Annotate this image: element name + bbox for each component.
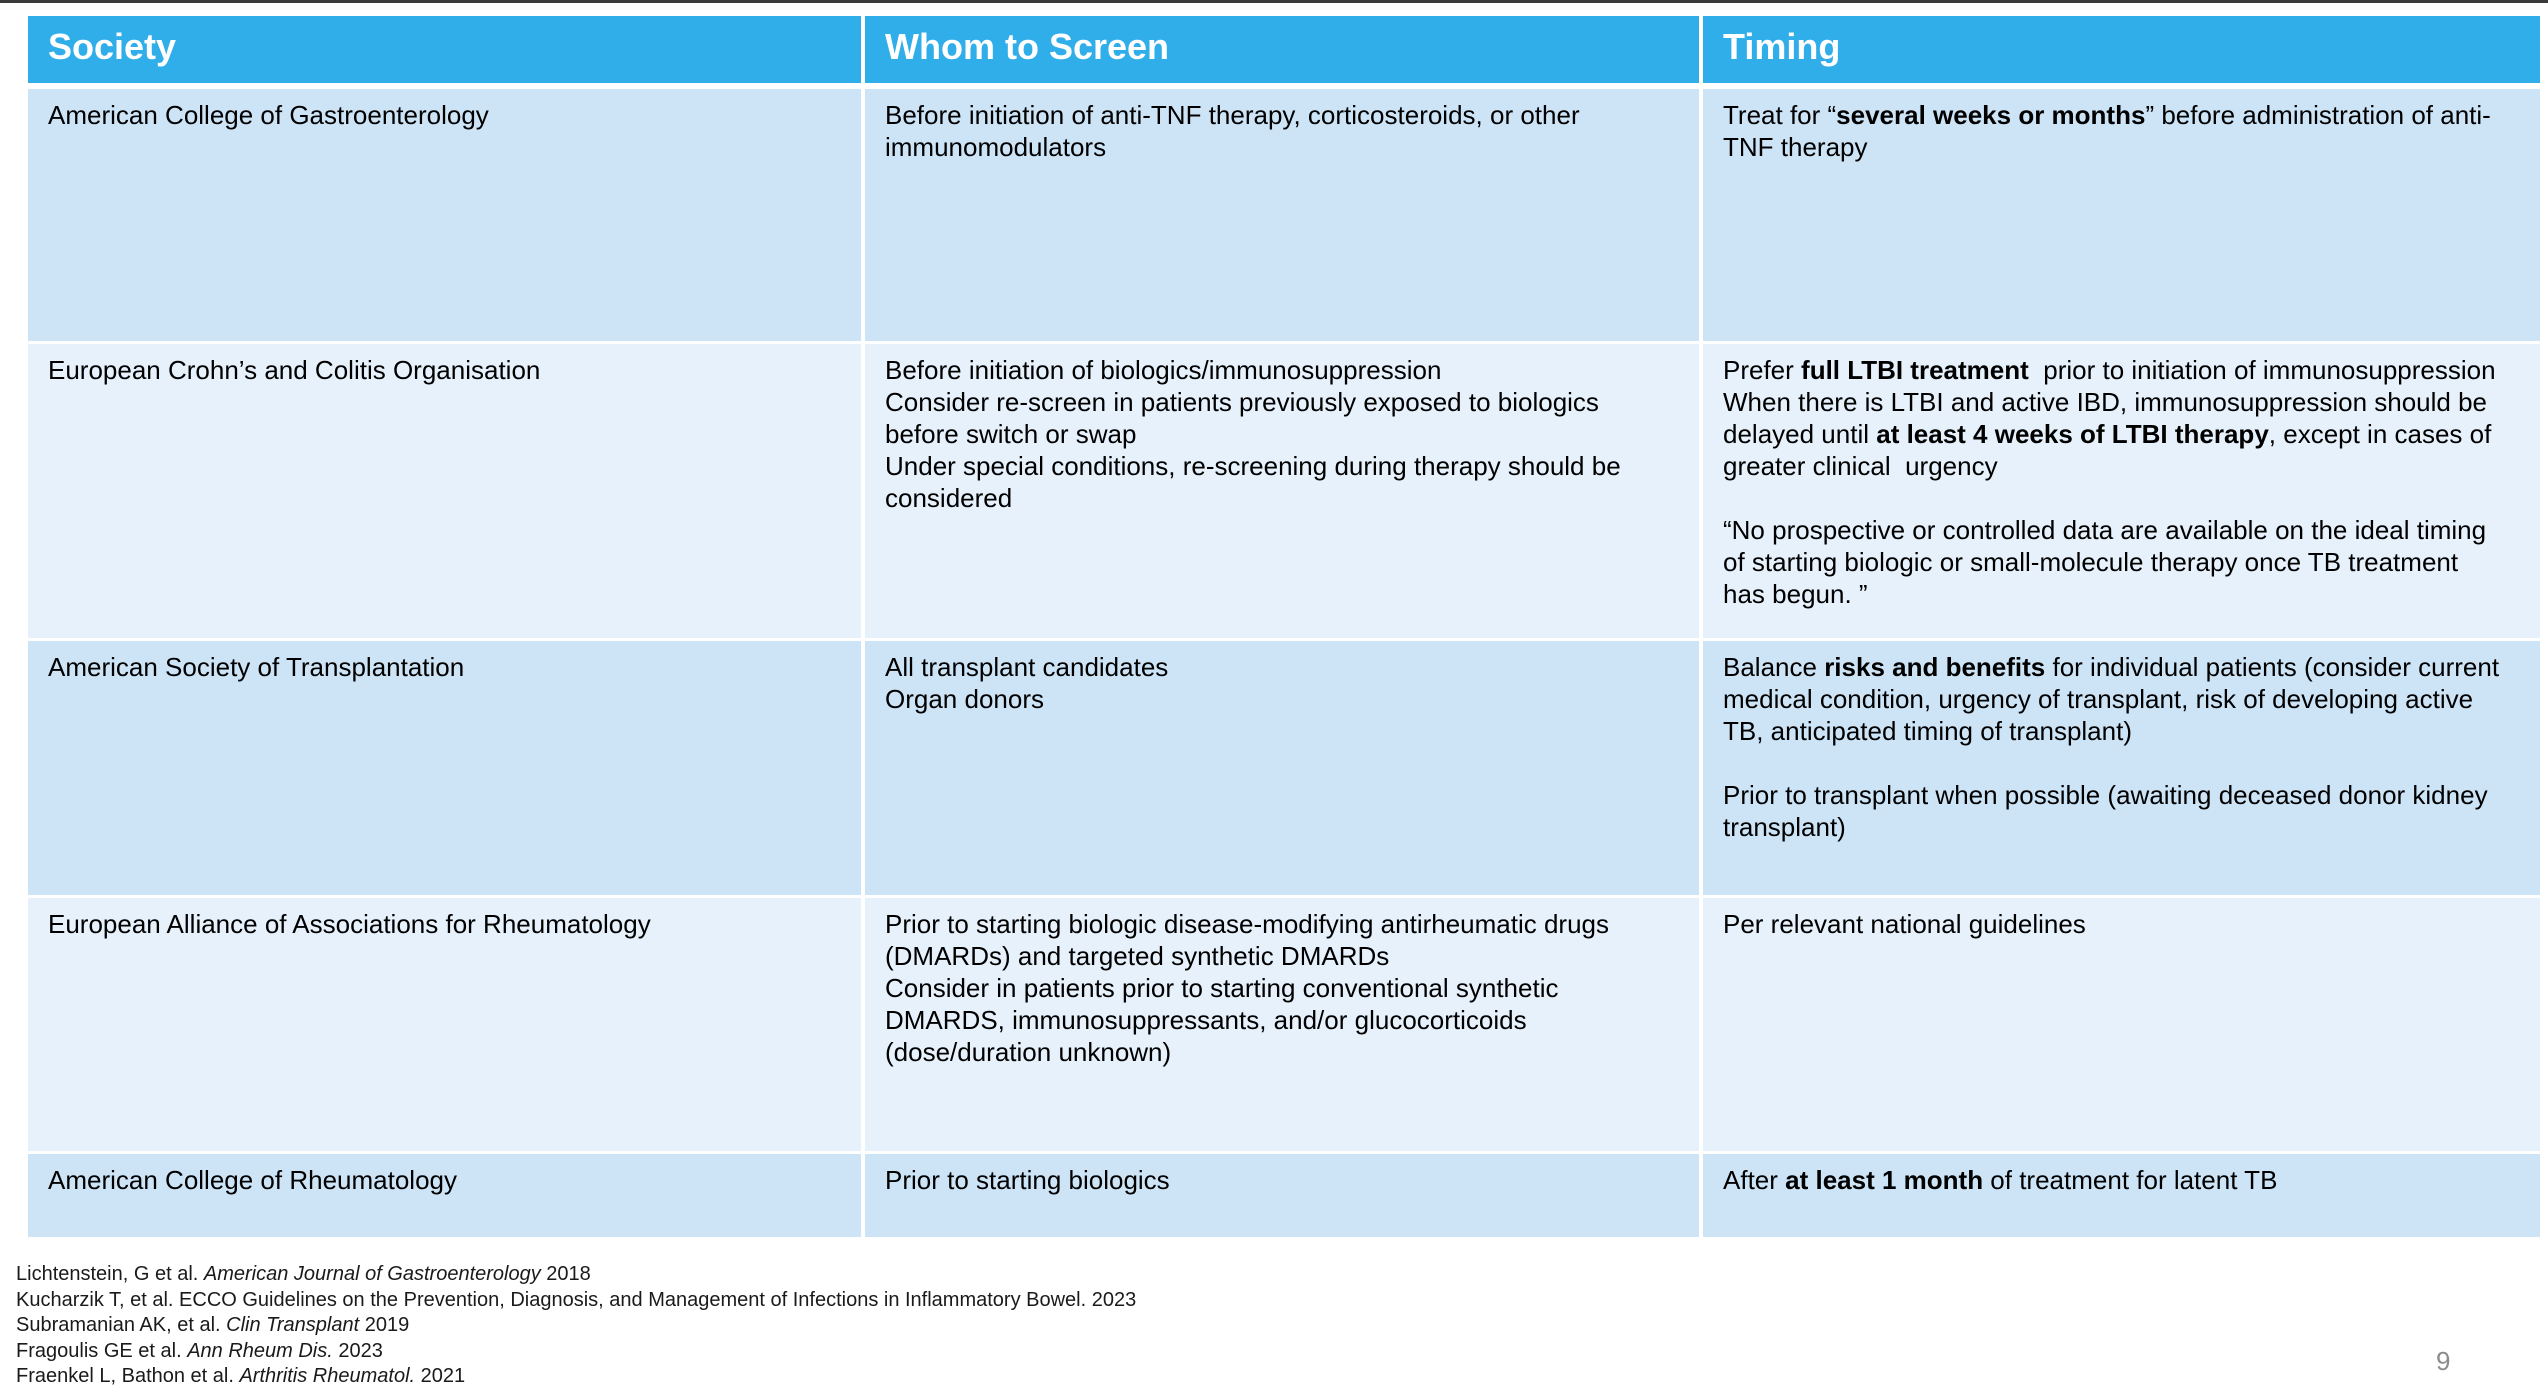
header-timing: Timing [1701,16,2540,86]
paragraph-gap [1723,482,2520,514]
top-rule [0,0,2548,3]
timing-text: Treat for “ [1723,100,1837,130]
reference-journal: American Journal of Gastroenterology [203,1263,541,1285]
timing-cell [1701,342,2540,639]
reference-text: Lichtenstein, G et al. [16,1263,204,1285]
whom-line: Before initiation of biologics/immunosuppression [885,354,1442,385]
whom-line: Under special conditions, re-screening during therapy should be [885,450,1621,481]
reference-item [16,1364,1136,1390]
tb-screening-guidelines-table [28,16,2540,1240]
timing-text: ” before administration of anti- [2145,100,2491,130]
society-cell [28,639,863,896]
timing-emphasis: at least 4 weeks of LTBI therapy [1876,418,2269,449]
timing-text: prior to initiation of immunosuppression [2028,354,2496,385]
timing-cell [1701,86,2540,342]
society-name: American Society of Transplantation [48,651,465,682]
timing-emphasis: risks and benefits [1824,651,2046,682]
society-name: European Alliance of Associations for Rheumatology [48,908,651,939]
reference-text: Kucharzik T, et al. ECCO Guidelines on the Prevention, Diagnosis, and Management of Infections in Inflammatory Bowel. 2023 [16,1288,1137,1311]
reference-journal: Clin Transplant [226,1314,360,1336]
society-cell [28,896,863,1152]
timing-text: of treatment for latent TB [1983,1164,2278,1195]
society-cell [28,342,863,639]
timing-line: transplant) [1723,811,1846,842]
table-row [28,1152,2540,1238]
references [16,1262,1136,1390]
whom-cell [863,896,1701,1152]
whom-line: All transplant candidates [885,651,1169,682]
reference-text: Subramanian AK, et al. [16,1314,227,1336]
timing-emphasis: full LTBI treatment [1801,354,2029,385]
timing-line: greater clinical urgency [1723,450,1998,481]
timing-line: TB, anticipated timing of transplant) [1723,715,2132,746]
whom-line: (DMARDs) and targeted synthetic DMARDs [885,940,1390,971]
whom-line: immunomodulators [885,132,1107,162]
timing-line [1723,354,2520,386]
reference-item [16,1288,1136,1314]
timing-quote-line: has begun. ” [1723,578,1868,609]
paragraph-gap [1723,747,2520,779]
reference-year: 2023 [332,1339,383,1362]
society-name: American College of Gastroenterology [48,100,489,130]
timing-text: Balance [1723,651,1825,682]
whom-line: Organ donors [885,683,1044,714]
reference-item [16,1262,1136,1288]
whom-cell [863,86,1701,342]
header-society: Society [28,16,863,86]
whom-line: Prior to starting biologics [885,1164,1170,1195]
reference-year: 2018 [540,1263,591,1285]
reference-item [16,1313,1136,1339]
whom-line: Before initiation of anti-TNF therapy, corticosteroids, or other [885,100,1580,130]
reference-year: 2019 [359,1314,410,1336]
society-name: American College of Rheumatology [48,1164,457,1195]
header-whom-to-screen: Whom to Screen [863,16,1701,86]
page-number: 9 [2436,1346,2451,1376]
society-cell [28,1152,863,1238]
timing-line [1723,418,2520,450]
table-row [28,342,2540,639]
whom-line: considered [885,482,1013,513]
whom-line: Consider in patients prior to starting conventional synthetic [885,972,1559,1003]
reference-text: Fraenkel L, Bathon et al. [16,1365,240,1387]
reference-text: Fragoulis GE et al. [16,1339,188,1362]
timing-cell [1701,639,2540,896]
whom-line: Prior to starting biologic disease-modifying antirheumatic drugs [885,908,1610,939]
table-row [28,639,2540,896]
whom-cell [863,639,1701,896]
timing-text: After [1723,1164,1786,1195]
whom-line: before switch or swap [885,418,1137,449]
reference-journal: Ann Rheum Dis. [187,1339,333,1362]
whom-cell [863,342,1701,639]
timing-line: TNF therapy [1723,132,1868,162]
timing-quote-line: “No prospective or controlled data are available on the ideal timing [1723,514,2487,545]
reference-item [16,1339,1136,1365]
whom-line: Consider re-screen in patients previously exposed to biologics [885,386,1599,417]
timing-cell [1701,896,2540,1152]
society-name: European Crohn’s and Colitis Organisation [48,354,541,385]
reference-journal: Arthritis Rheumatol. [239,1365,416,1387]
timing-text: Prefer [1723,354,1802,385]
timing-line: medical condition, urgency of transplant, risk of developing active [1723,683,2474,714]
timing-line [1723,99,2520,131]
timing-line: When there is LTBI and active IBD, immunosuppression should be [1723,386,2488,417]
timing-line: Per relevant national guidelines [1723,908,2086,939]
timing-text: , except in cases of [2268,418,2492,449]
timing-emphasis: several weeks or months [1836,100,2146,130]
society-cell [28,86,863,342]
timing-line [1723,1164,2520,1196]
timing-line [1723,651,2520,683]
timing-quote-line: of starting biologic or small-molecule therapy once TB treatment [1723,546,2459,577]
whom-line: (dose/duration unknown) [885,1036,1172,1067]
table-row [28,896,2540,1152]
timing-line: Prior to transplant when possible (awaiting deceased donor kidney [1723,779,2488,810]
reference-year: 2021 [415,1365,466,1387]
whom-line: DMARDS, immunosuppressants, and/or glucocorticoids [885,1004,1527,1035]
table-row [28,86,2540,342]
timing-cell [1701,1152,2540,1238]
whom-cell [863,1152,1701,1238]
timing-emphasis: at least 1 month [1785,1164,1984,1195]
header-row [28,16,2540,86]
timing-text: delayed until [1723,418,1877,449]
timing-text: for individual patients (consider current [2045,651,2500,682]
